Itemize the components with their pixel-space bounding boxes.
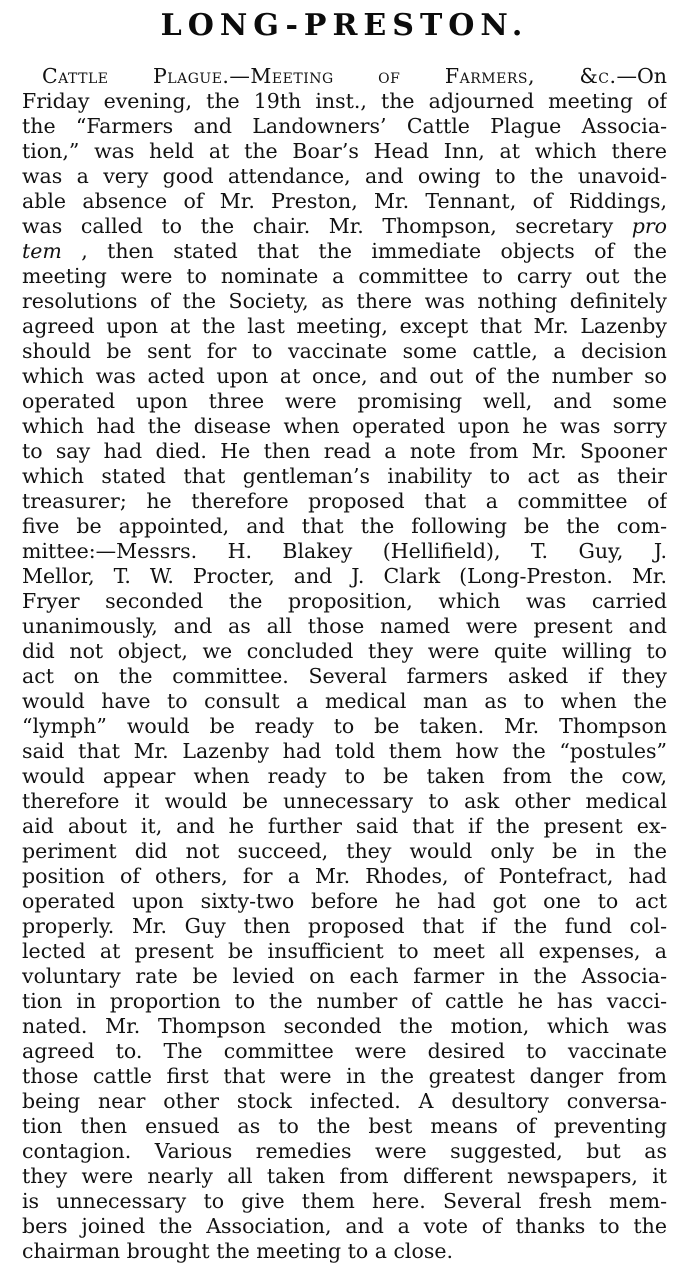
article-line: which stated that gentleman’s inability to act as their [22,464,667,488]
article-line: which had the disease when operated upon he was sorry [22,414,667,438]
article-line: was a very good attendance, and owing to the unavoid- [22,164,667,188]
article-line-chair [22,214,667,239]
article-line: to say had died. He then read a note from Mr. Spooner [22,439,667,463]
article-line: Friday evening, the 19th inst., the adjourned meeting of [22,89,667,113]
article-line: lected at present be insufficient to meet all expenses, a [22,939,667,963]
article-line-chair-text: was called to the chair. Mr. Thompson, secretary [22,214,614,238]
article-line: aid about it, and he further said that if the present ex- [22,814,667,838]
article-line: periment did not succeed, they would only be in the [22,839,667,863]
article-line: agreed upon at the last meeting, except that Mr. Lazenby [22,314,667,338]
article-line: did not object, we concluded they were quite willing to [22,639,667,663]
article-line: resolutions of the Society, as there was nothing definitely [22,289,667,313]
article-line: tion in proportion to the number of cattle he has vacci- [22,989,667,1013]
article-line-1-rest: —On [616,64,667,88]
article-lead: Cattle Plague.—Meeting of Farmers, &c. [42,64,617,88]
article-line: treasurer; he therefore proposed that a committee of [22,489,667,513]
article-line: operated upon three were promising well, and some [22,389,667,413]
article-line: said that Mr. Lazenby had told them how the “postules” [22,739,667,763]
article-line: meeting were to nominate a committee to carry out the [22,264,667,288]
italic-pro: pro [631,214,667,238]
article-body [22,64,667,1264]
article-line: would appear when ready to be taken from the cow, [22,764,667,788]
article-line: the “Farmers and Landowners’ Cattle Plague Associa- [22,114,667,138]
article-line: properly. Mr. Guy then proposed that if the fund col- [22,914,667,938]
article-line: which was acted upon at once, and out of the number so [22,364,667,388]
article-line: Fryer seconded the proposition, which was carried [22,589,667,613]
article-line: unanimously, and as all those named were present and [22,614,667,638]
article-line-tem [22,239,667,264]
article-line: they were nearly all taken from different newspapers, it [22,1164,667,1188]
article-line: is unnecessary to give them here. Several fresh mem- [22,1189,667,1213]
article-line: able absence of Mr. Preston, Mr. Tennant, of Riddings, [22,189,667,213]
article-line: voluntary rate be levied on each farmer in the Associa- [22,964,667,988]
article-line: mittee:—Messrs. H. Blakey (Hellifield), T. Guy, J. [22,539,667,563]
article-line: would have to consult a medical man as to when the [22,689,667,713]
article-line: operated upon sixty-two before he had got one to act [22,889,667,913]
article-line: nated. Mr. Thompson seconded the motion, which was [22,1014,667,1038]
article-line: contagion. Various remedies were suggested, but as [22,1139,667,1163]
headline: LONG-PRESTON. [160,8,529,43]
article-line: “lymph” would be ready to be taken. Mr. Thompson [22,714,667,738]
article-line: position of others, for a Mr. Rhodes, of Pontefract, had [22,864,667,888]
article-line: should be sent for to vaccinate some cattle, a decision [22,339,667,363]
article-line-tem-text: tem , then stated that the immediate objects of the [22,239,667,263]
article-line: those cattle first that were in the greatest danger from [22,1064,667,1088]
article-line: bers joined the Association, and a vote of thanks to the [22,1214,667,1238]
article-line: tion,” was held at the Boar’s Head Inn, at which there [22,139,667,163]
article-line: being near other stock infected. A desultory conversa- [22,1089,667,1113]
article-line: tion then ensued as to the best means of preventing [22,1114,667,1138]
article-line-1 [22,64,667,89]
article-line: Mellor, T. W. Procter, and J. Clark (Long-Preston. Mr. [22,564,667,588]
article-line: five be appointed, and that the following be the com- [22,514,667,538]
article-line-last: chairman brought the meeting to a close. [22,1239,454,1263]
article-line: agreed to. The committee were desired to vaccinate [22,1039,667,1063]
article-line: therefore it would be unnecessary to ask other medical [22,789,667,813]
article-line: act on the committee. Several farmers asked if they [22,664,667,688]
italic-tem: tem [22,239,62,263]
